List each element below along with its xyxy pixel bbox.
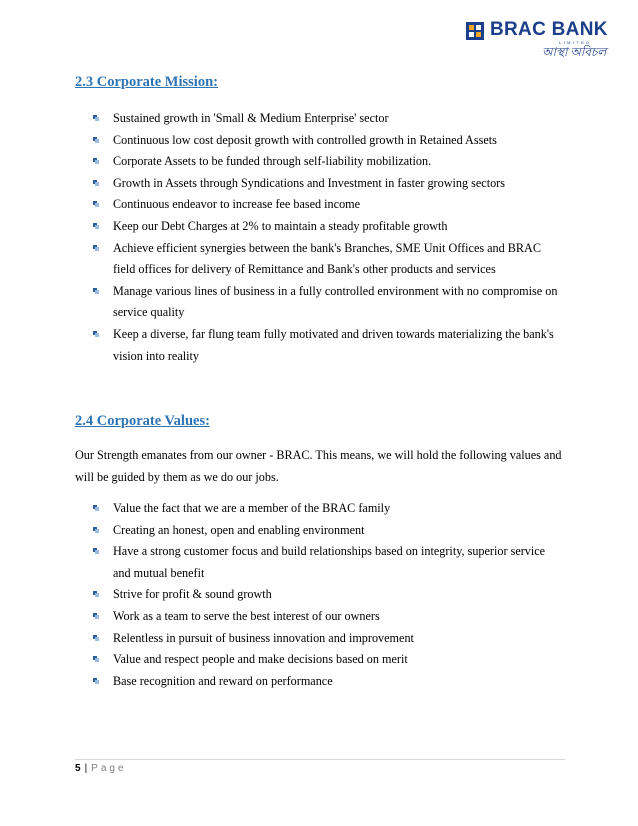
list-item	[93, 194, 563, 216]
brac-bank-logo	[466, 18, 616, 60]
list-item-text: Value the fact that we are a member of the BRAC family	[113, 501, 391, 515]
list-item	[93, 281, 563, 324]
list-item-text: Relentless in pursuit of business innovation and improvement	[113, 630, 414, 645]
list-item	[93, 541, 563, 584]
logo-tagline: আস্থা অবিচল	[542, 45, 607, 59]
list-item-text: Sustained growth in 'Small & Medium Enterprise' sector	[113, 111, 389, 125]
list-item-text: Manage various lines of business in a fully controlled environment with no compromise on service quality	[113, 283, 558, 320]
bullet-icon	[93, 527, 99, 533]
list-item	[93, 498, 563, 520]
logo-name: BRAC BANK	[490, 19, 608, 40]
bullet-icon	[93, 115, 99, 121]
bullet-icon	[93, 223, 99, 229]
bullet-icon	[93, 245, 99, 251]
list-item	[93, 238, 563, 281]
list-item	[93, 130, 563, 152]
list-item-text: Corporate Assets to be funded through self-liability mobilization.	[113, 154, 432, 169]
bullet-icon	[93, 288, 99, 294]
page-footer	[75, 763, 127, 774]
bullet-icon	[93, 656, 99, 662]
bullet-icon	[93, 331, 99, 337]
bullet-icon	[93, 591, 99, 597]
list-item	[93, 108, 563, 130]
footer-divider	[75, 759, 565, 760]
list-item-text: Continuous low cost deposit growth with controlled growth in Retained Assets	[113, 132, 497, 147]
list-item	[93, 649, 563, 671]
values-list	[93, 498, 563, 692]
list-item	[93, 173, 563, 195]
list-item-text: Keep our Debt Charges at 2% to maintain a steady profitable growth	[113, 218, 448, 233]
list-item-text: Creating an honest, open and enabling environment	[113, 522, 365, 537]
list-item	[93, 628, 563, 650]
bullet-icon	[93, 201, 99, 207]
list-item-text: Continuous endeavor to increase fee based income	[113, 197, 361, 212]
mission-heading: 2.3 Corporate Mission:	[75, 74, 218, 90]
list-item	[93, 216, 563, 238]
list-item-text: Strive for profit & sound growth	[113, 587, 272, 602]
list-item-text: Achieve efficient synergies between the bank's Branches, SME Unit Offices and BRAC field offices for delivery of Remittance and Bank's other products and services	[113, 240, 541, 277]
list-item	[93, 584, 563, 606]
mission-list	[93, 108, 563, 367]
list-item-text: Value and respect people and make decisions based on merit	[113, 652, 408, 667]
bullet-icon	[93, 678, 99, 684]
footer-separator: |	[84, 763, 88, 774]
list-item	[93, 520, 563, 542]
bullet-icon	[93, 180, 99, 186]
bullet-icon	[93, 548, 99, 554]
list-item	[93, 671, 563, 693]
list-item-text: Have a strong customer focus and build relationships based on integrity, superior service and mutual benefit	[113, 544, 546, 580]
brac-logo-icon	[466, 22, 484, 40]
values-heading: 2.4 Corporate Values:	[75, 413, 210, 429]
list-item	[93, 151, 563, 173]
bullet-icon	[93, 158, 99, 164]
list-item-text: Keep a diverse, far flung team fully motivated and driven towards materializing the bank's vision into reality	[113, 326, 554, 363]
list-item-text: Work as a team to serve the best interest of our owners	[113, 608, 380, 623]
bullet-icon	[93, 137, 99, 143]
values-intro: Our Strength emanates from our owner - BRAC. This means, we will hold the following values and will be guided by them as we do our jobs.	[75, 448, 562, 484]
logo-subtitle: LIMITED	[559, 40, 592, 45]
page-label: Page	[91, 763, 127, 774]
page-number: 5	[75, 763, 81, 774]
list-item-text: Base recognition and reward on performance	[113, 673, 333, 688]
bullet-icon	[93, 635, 99, 641]
list-item-text: Growth in Assets through Syndications and Investment in faster growing sectors	[113, 175, 505, 190]
list-item	[93, 606, 563, 628]
bullet-icon	[93, 613, 99, 619]
bullet-icon	[93, 505, 99, 511]
list-item	[93, 324, 563, 367]
